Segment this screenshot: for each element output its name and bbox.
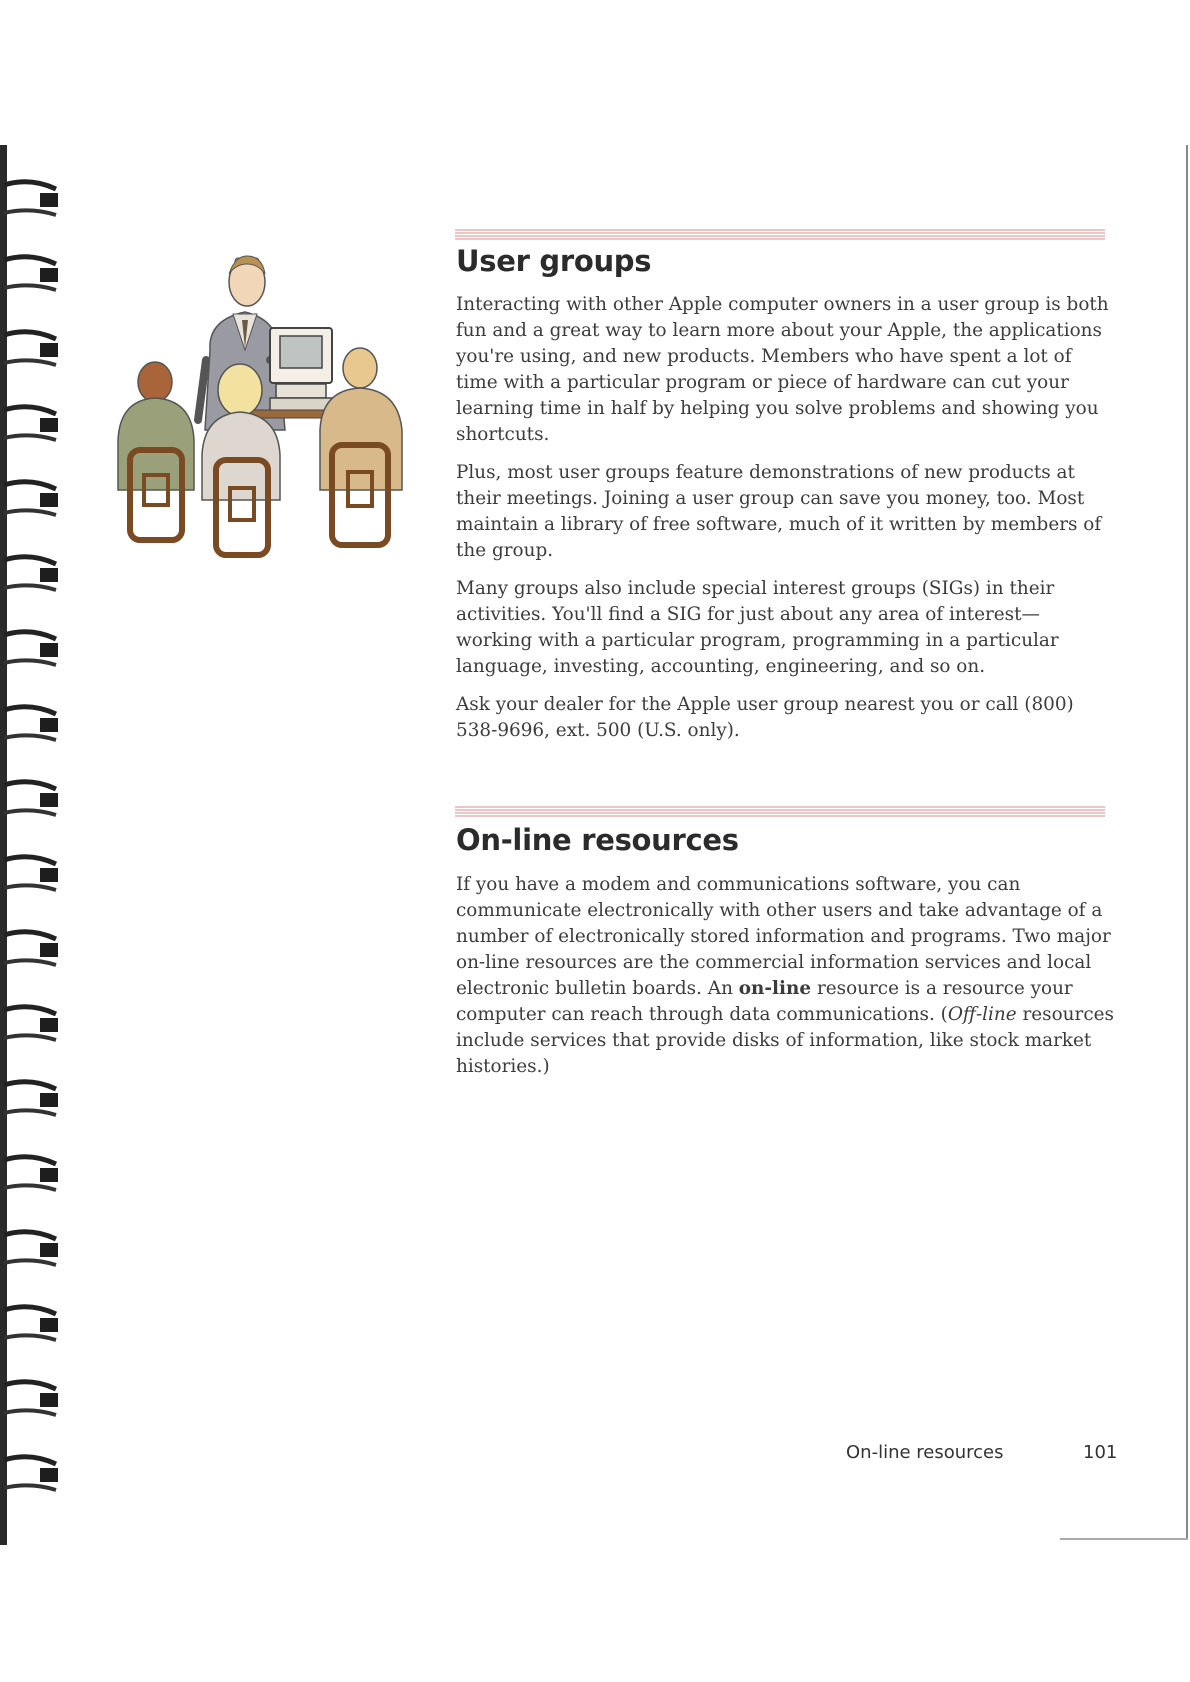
binding-coil <box>4 1260 56 1265</box>
binding-coil <box>4 1185 56 1190</box>
binding-coil <box>40 1243 58 1257</box>
binding-coil <box>4 1232 56 1239</box>
section-rule <box>455 228 1105 242</box>
binding-coil <box>4 932 56 939</box>
section-rule <box>455 805 1105 819</box>
binding-coil <box>4 285 56 290</box>
binding-coil <box>4 1307 56 1314</box>
glossary-term: on-line <box>738 978 812 999</box>
attendee-left <box>118 362 194 540</box>
binding-coil <box>40 568 58 582</box>
binding-coil <box>40 418 58 432</box>
binding-coil <box>4 885 56 890</box>
binding-coil <box>4 510 56 515</box>
binding-coil <box>40 268 58 282</box>
binding-coil <box>4 360 56 365</box>
section-heading-on-line-resources: On-line resources <box>456 823 739 857</box>
binding-coil <box>40 793 58 807</box>
binding-coil <box>4 210 56 215</box>
binding-coil <box>40 493 58 507</box>
binding-coil <box>4 810 56 815</box>
binding-coil <box>4 632 56 639</box>
binding-coil <box>40 1093 58 1107</box>
binding-coil <box>4 1035 56 1040</box>
binding-coil <box>4 407 56 414</box>
binding-coil <box>4 857 56 864</box>
paragraph: Ask your dealer for the Apple user group nearest you or call (800) 538-9696, ext. 500 (U.S. only). <box>456 694 1074 741</box>
binding-coil <box>4 707 56 714</box>
page-edge-bottom <box>1060 1538 1188 1540</box>
binding-coil <box>4 1007 56 1014</box>
binding-coil <box>4 1457 56 1464</box>
binding-coil <box>40 718 58 732</box>
section-body-user-groups <box>456 292 1116 756</box>
binding-coil <box>4 1485 56 1490</box>
binding-coil <box>40 343 58 357</box>
section-body-on-line-resources <box>456 872 1116 1092</box>
paragraph: Many groups also include special interest groups (SIGs) in their activities. You'll find a SIG for just about any area of interest—working with a particular program, programming in a particular language, investing, accounting, engineering, and so on. <box>456 578 1059 677</box>
binding-coil <box>4 332 56 339</box>
binding-coil <box>40 1393 58 1407</box>
binding-coil <box>4 1382 56 1389</box>
binding-coil <box>4 1157 56 1164</box>
binding-coil <box>4 735 56 740</box>
binding-coil <box>4 585 56 590</box>
section-heading-user-groups: User groups <box>456 244 652 278</box>
binding-coil <box>4 1410 56 1415</box>
binding-coil <box>4 960 56 965</box>
binding-coil <box>4 1335 56 1340</box>
paragraph: If you have a modem and communications software, you can communicate electronically with other users and take advantage of a number of electronically stored information and programs. Two major on-line resources are the commercial information services and local electronic bulletin boards. An on-line resource is a resource your computer can reach through data communications. (Off-line resources include services that provide disks of information, like stock market histories.) <box>456 874 1114 1077</box>
binding-coil <box>40 868 58 882</box>
binding-coil <box>40 1318 58 1332</box>
binding-coil <box>40 193 58 207</box>
binding-coil <box>40 643 58 657</box>
binding-coil <box>4 1110 56 1115</box>
binding-coil <box>40 943 58 957</box>
user-group-meeting-illustration <box>110 250 420 570</box>
binding-coil <box>4 257 56 264</box>
page-edge <box>1186 145 1188 1540</box>
binding-coil <box>40 1018 58 1032</box>
paragraph: Plus, most user groups feature demonstrations of new products at their meetings. Joining a user group can save you money, too. Most maintain a library of free software, much of it written by members of the group. <box>456 462 1102 561</box>
binding-coil <box>40 1168 58 1182</box>
italic-term: Off-line <box>947 1004 1017 1025</box>
binding-coil <box>4 557 56 564</box>
binding-coil <box>4 782 56 789</box>
binding-coil <box>4 482 56 489</box>
paragraph: Interacting with other Apple computer owners in a user group is both fun and a great way to learn more about your Apple, the applications you're using, and new products. Members who have spent a lot of time with a particular program or piece of hardware can cut your learning time in half by helping you solve problems and showing you shortcuts. <box>456 294 1109 445</box>
spiral-binding <box>0 145 70 1545</box>
page-number: 101 <box>1083 1442 1118 1463</box>
binding-coil <box>4 435 56 440</box>
running-footer-title: On-line resources <box>846 1442 1004 1463</box>
binding-coil <box>40 1468 58 1482</box>
binding-coil <box>4 182 56 189</box>
binding-coil <box>4 660 56 665</box>
binding-coil <box>4 1082 56 1089</box>
